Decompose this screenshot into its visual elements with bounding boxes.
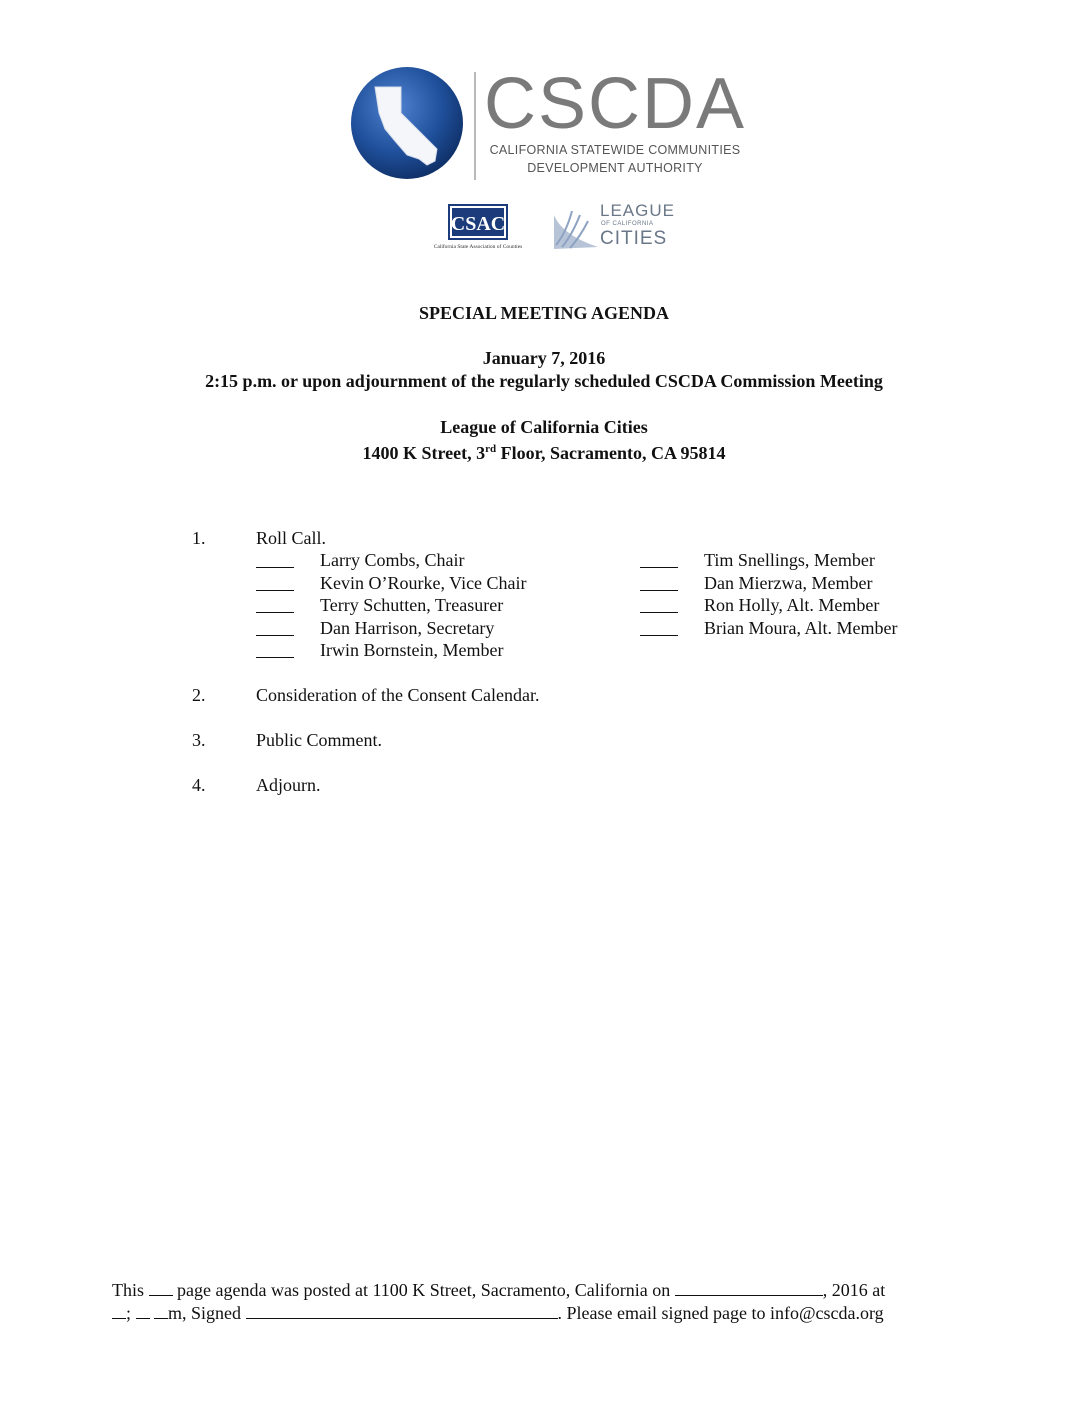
roll-blank — [640, 567, 678, 568]
csac-mark: CSAC — [450, 213, 506, 235]
roll-blank — [640, 612, 678, 613]
league-top: LEAGUE — [600, 201, 675, 220]
footer-text: . Please email signed page to info@cscda.org — [557, 1303, 884, 1323]
item-text: Consideration of the Consent Calendar. — [256, 685, 540, 705]
roll-member-left: Kevin O’Rourke, Vice Chair — [320, 573, 527, 593]
cscda-fullname-line2: DEVELOPMENT AUTHORITY — [527, 161, 703, 175]
roll-blank — [256, 657, 294, 658]
post-date-blank — [675, 1281, 823, 1296]
footer-text: ; — [126, 1303, 132, 1323]
roll-member-left: Irwin Bornstein, Member — [320, 640, 504, 660]
roll-blank — [640, 590, 678, 591]
roll-member-right: Dan Mierzwa, Member — [704, 573, 873, 593]
meeting-date: January 7, 2016 — [482, 348, 606, 368]
item-text: Roll Call. — [256, 528, 327, 548]
minute-blank — [136, 1304, 150, 1319]
meeting-venue: League of California Cities — [440, 417, 648, 437]
item-number: 2. — [192, 685, 206, 705]
footer-text: m, Signed — [168, 1303, 242, 1323]
roll-blank — [640, 635, 678, 636]
roll-member-left: Dan Harrison, Secretary — [320, 618, 495, 638]
footer-text: page agenda was posted at 1100 K Street, Sacramento, California on — [177, 1280, 671, 1300]
roll-blank — [256, 590, 294, 591]
roll-blank — [256, 612, 294, 613]
cscda-fullname — [486, 141, 744, 177]
roll-member-right: Ron Holly, Alt. Member — [704, 595, 880, 615]
footer-line-1 — [112, 1279, 948, 1302]
cscda-fullname-line1: CALIFORNIA STATEWIDE COMMUNITIES — [489, 143, 741, 157]
item-number: 3. — [192, 730, 206, 750]
address-pre: 1400 K Street, 3 — [362, 443, 486, 463]
roll-member-right: Tim Snellings, Member — [704, 550, 875, 570]
roll-member-left: Larry Combs, Chair — [320, 550, 465, 570]
league-swoosh-icon — [552, 205, 602, 249]
cscda-divider — [474, 72, 476, 180]
hour-blank — [112, 1304, 126, 1319]
roll-member-right: Brian Moura, Alt. Member — [704, 618, 898, 638]
footer-text: This — [112, 1280, 145, 1300]
meeting-address — [0, 438, 1088, 464]
footer-text: , 2016 at — [822, 1280, 886, 1300]
footer-line-2 — [112, 1302, 948, 1325]
league-small: OF CALIFORNIA — [601, 221, 654, 227]
meeting-time: 2:15 p.m. or upon adjournment of the regularly scheduled CSCDA Commission Meeting — [205, 371, 883, 391]
agenda-title: SPECIAL MEETING AGENDA — [418, 303, 670, 323]
address-post: Floor, Sacramento, CA 95814 — [496, 443, 726, 463]
item-number: 4. — [192, 775, 206, 795]
roll-member-left: Terry Schutten, Treasurer — [320, 595, 504, 615]
roll-blank — [256, 567, 294, 568]
item-text: Public Comment. — [256, 730, 382, 750]
address-sup: rd — [485, 443, 497, 455]
page-count-blank — [149, 1281, 173, 1296]
signature-blank — [246, 1304, 558, 1319]
item-number: 1. — [192, 528, 206, 548]
item-text: Adjourn. — [256, 775, 321, 795]
roll-blank — [256, 635, 294, 636]
cscda-acronym: CSCDA — [484, 64, 747, 144]
league-bottom: CITIES — [600, 228, 668, 249]
csac-logo — [448, 204, 508, 240]
ampm-blank — [154, 1304, 168, 1319]
csac-caption: California State Association of Counties — [433, 244, 523, 250]
